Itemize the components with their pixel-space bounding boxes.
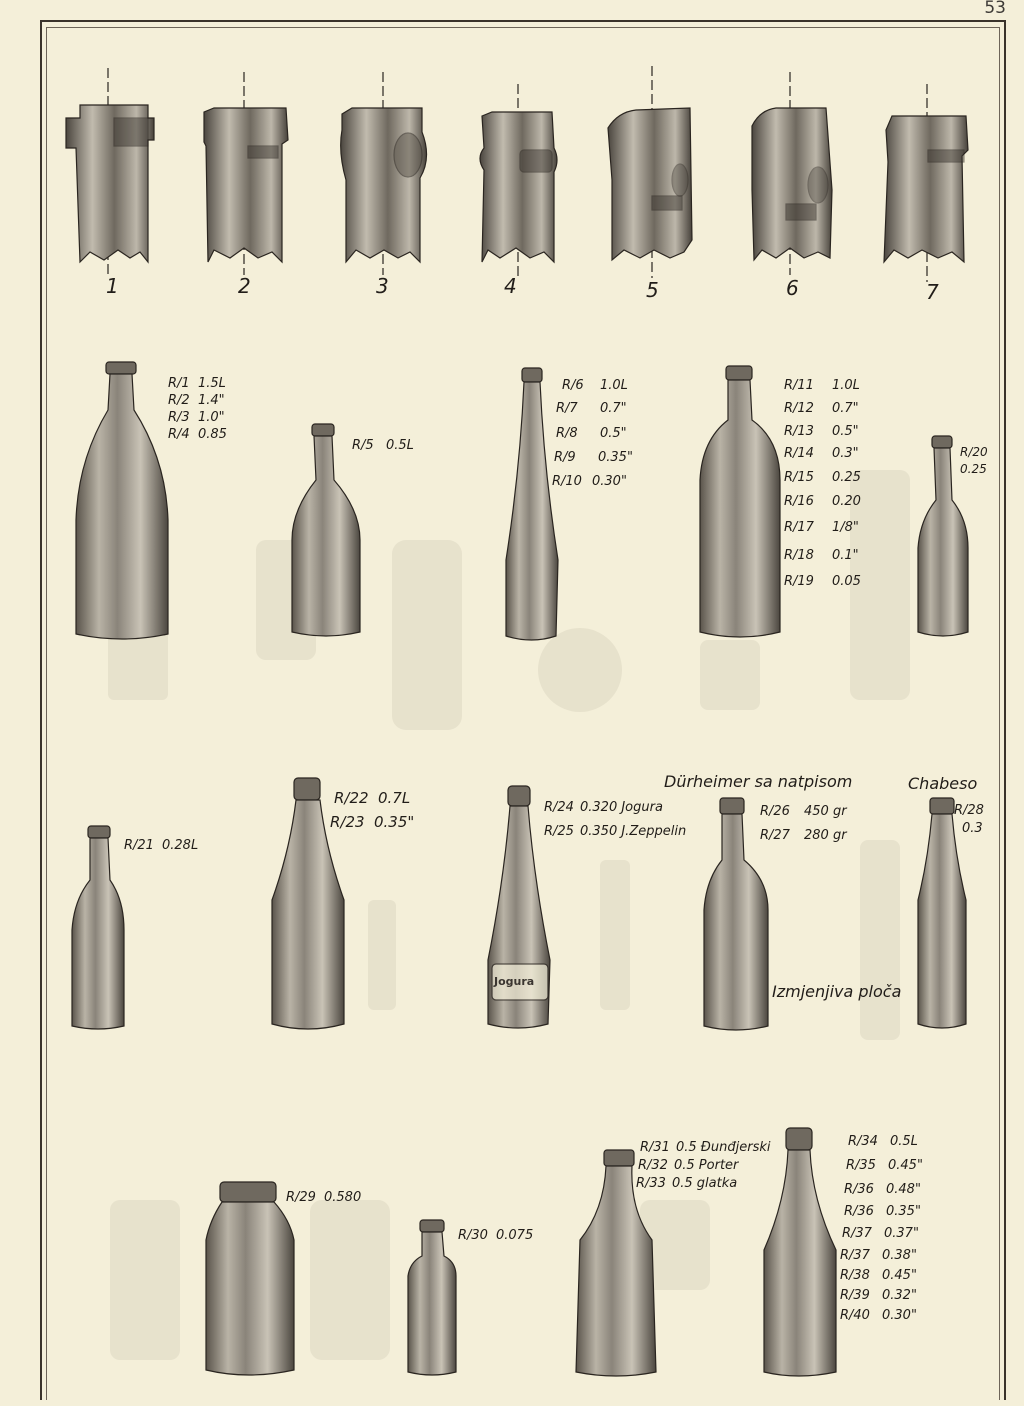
neck-profile-7 bbox=[884, 84, 968, 282]
neck-profile-4 bbox=[480, 84, 557, 280]
spec-r24: R/24 0.320 Jogura bbox=[544, 800, 663, 815]
spec-r31: R/31 0.5 Đunđjerski bbox=[640, 1140, 771, 1155]
spec-r13: R/13 0.5" bbox=[784, 424, 859, 439]
bottle-r30 bbox=[408, 1220, 456, 1375]
bottle-r34-r40 bbox=[764, 1128, 836, 1376]
bottle-r11-r19 bbox=[700, 366, 780, 637]
spec-r33: R/33 0.5 glatka bbox=[636, 1176, 738, 1191]
spec-r40: R/40 0.30" bbox=[840, 1308, 917, 1323]
bottle-r1-r4 bbox=[76, 362, 168, 639]
spec-r1: R/1 1.5L bbox=[168, 376, 226, 391]
spec-r32: R/32 0.5 Porter bbox=[638, 1158, 739, 1173]
spec-r20-value: 0.25 bbox=[960, 462, 987, 476]
spec-r37b: R/37 0.38" bbox=[840, 1248, 917, 1263]
spec-r27: R/27 280 gr bbox=[760, 828, 847, 843]
spec-r39: R/39 0.32" bbox=[840, 1288, 917, 1303]
spec-r8: R/8 0.5" bbox=[556, 426, 627, 441]
neck-profile-label-4: 4 bbox=[504, 274, 517, 298]
bottle-r21 bbox=[72, 826, 124, 1029]
spec-r11: R/11 1.0L bbox=[784, 378, 860, 393]
neck-profile-3 bbox=[341, 72, 427, 275]
spec-r18: R/18 0.1" bbox=[784, 548, 859, 563]
bottle-r28 bbox=[918, 798, 966, 1028]
durheimer-caption: Dürheimer sa natpisom bbox=[664, 772, 853, 791]
spec-r12: R/12 0.7" bbox=[784, 401, 859, 416]
neck-profile-5 bbox=[608, 66, 692, 278]
spec-r29: R/29 0.580 bbox=[286, 1190, 362, 1205]
spec-r17: R/17 1/8" bbox=[784, 520, 859, 535]
chabeso-caption: Chabeso bbox=[908, 774, 978, 793]
bottle-r26-r27 bbox=[704, 798, 768, 1030]
spec-r15: R/15 0.25 bbox=[784, 470, 861, 485]
neck-profile-1 bbox=[66, 68, 154, 275]
spec-r16: R/16 0.20 bbox=[784, 494, 861, 509]
spec-r28-value: 0.3 bbox=[962, 821, 983, 836]
spec-r21: R/21 0.28L bbox=[124, 838, 199, 853]
neck-profile-label-3: 3 bbox=[376, 274, 389, 298]
bottle-r5 bbox=[292, 424, 360, 636]
bottle-r6-r10 bbox=[506, 368, 558, 640]
spec-r2: R/2 1.4" bbox=[168, 393, 225, 408]
izmjenjiva-caption: Izmjenjiva ploča bbox=[772, 982, 902, 1001]
spec-r35: R/35 0.45" bbox=[846, 1158, 923, 1173]
spec-r26: R/26 450 gr bbox=[760, 804, 847, 819]
spec-r25: R/25 0.350 J.Zeppelin bbox=[544, 824, 687, 839]
spec-r37a: R/37 0.37" bbox=[842, 1226, 919, 1241]
spec-r28-code: R/28 bbox=[954, 803, 984, 818]
spec-r19: R/19 0.05 bbox=[784, 574, 861, 589]
spec-r36b: R/36 0.35" bbox=[844, 1204, 921, 1219]
spec-r14: R/14 0.3" bbox=[784, 446, 859, 461]
neck-profile-2 bbox=[204, 72, 288, 275]
bottle-r24-r25 bbox=[488, 786, 550, 1028]
spec-r9: R/9 0.35" bbox=[554, 450, 633, 465]
spec-r6: R/6 1.0L bbox=[562, 378, 628, 393]
spec-r23: R/23 0.35" bbox=[330, 813, 415, 831]
neck-profile-row bbox=[66, 66, 968, 282]
spec-r10: R/10 0.30" bbox=[552, 474, 627, 489]
spec-r30: R/30 0.075 bbox=[458, 1228, 534, 1243]
spec-r20-code: R/20 bbox=[960, 445, 988, 459]
neck-profile-label-5: 5 bbox=[646, 278, 659, 302]
neck-profile-6 bbox=[752, 72, 832, 275]
spec-r22: R/22 0.7L bbox=[334, 789, 411, 807]
spec-r5: R/5 0.5L bbox=[352, 438, 414, 453]
spec-r3: R/3 1.0" bbox=[168, 410, 225, 425]
page-number: 53 bbox=[984, 0, 1006, 18]
spec-r34: R/34 0.5L bbox=[848, 1134, 918, 1149]
spec-r36a: R/36 0.48" bbox=[844, 1182, 921, 1197]
spec-r38: R/38 0.45" bbox=[840, 1268, 917, 1283]
neck-profile-label-2: 2 bbox=[238, 274, 251, 298]
spec-r7: R/7 0.7" bbox=[556, 401, 627, 416]
spec-r4: R/4 0.85 bbox=[168, 427, 227, 442]
neck-profile-label-7: 7 bbox=[926, 280, 939, 304]
bottle-r29 bbox=[206, 1182, 294, 1375]
jogura-bottle-label: Jogura bbox=[494, 975, 535, 988]
neck-profile-label-6: 6 bbox=[786, 276, 799, 300]
neck-profile-label-1: 1 bbox=[106, 274, 119, 298]
